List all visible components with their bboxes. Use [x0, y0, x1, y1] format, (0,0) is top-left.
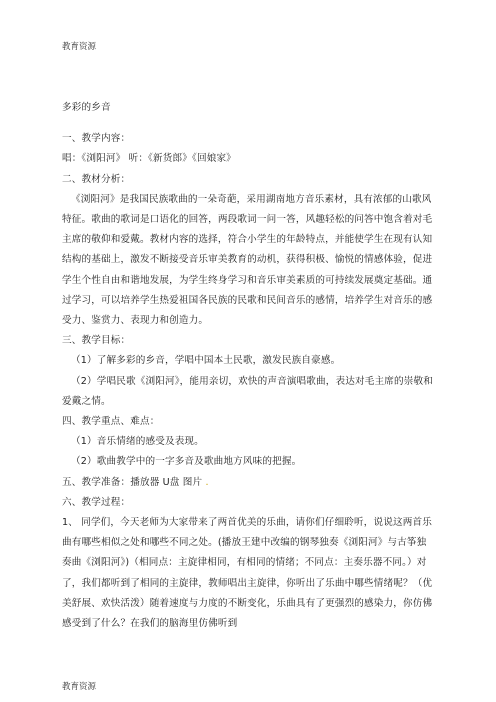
section-heading: [62, 473, 434, 493]
document-body: [62, 98, 434, 634]
section-heading: 四、教学重点、难点：: [62, 416, 160, 428]
page-footer: 教育资源: [62, 682, 97, 692]
list-item: （2）学唱民歌《浏阳河》，能用亲切，欢快的声音演唱歌曲，表达对毛主席的崇敬和爱戴之情。: [62, 375, 433, 407]
list-item: （2）歌曲教学中的一字多音及歌曲地方风味的把握。: [71, 456, 302, 468]
section-text: 唱：《浏阳河》 听：《新货郎》《回娘家》: [62, 153, 236, 165]
section-heading: 一、教学内容：: [62, 133, 131, 145]
section-text: 五、教学准备：播放器 U盘 图片: [62, 476, 203, 488]
list-item: （1）音乐情绪的感受及表现。: [71, 436, 204, 448]
section-heading: 二、教材分析：: [62, 173, 131, 185]
section-heading: 六、教学过程：: [62, 496, 131, 508]
page-header: 教育资源: [62, 42, 97, 52]
document-title: 多彩的乡音: [62, 102, 111, 113]
stray-mark: .: [202, 476, 209, 488]
section-paragraph: 1、 同学们，今天老师为大家带来了两首优美的乐曲，请你们仔细聆听，说说这两首乐曲有哪些相似之处和哪些不同之处。(播放王建中改编的钢琴独奏《浏阳河》与古筝独奏曲《浏阳河》)（相同点：主旋律相同，有相同的情绪；不同点：主奏乐器不同。）对了，我们都听到了相同的主旋律，教师唱出主旋律，你听出了乐曲中哪些情绪呢？（优美舒展、欢快活泼）随着速度与力度的不断变化，乐曲具有了更强烈的感染力，你仿佛感受到了什么？在我们的脑海里仿佛听到: [62, 517, 433, 630]
section-paragraph: 《浏阳河》是我国民族歌曲的一朵奇葩，采用湖南地方音乐素材，具有浓郁的山歌风特征。歌曲的歌词是口语化的回答，两段歌词一问一答，风趣轻松的问答中饱含着对毛主席的敬仰和爱戴。教材内容的选择，符合小学生的年龄特点，并能使学生在现有认知结构的基础上，激发不断接受音乐审美教育的动机，获得积极、愉悦的情感体验，促进学生个性自由和谐地发展，为学生终身学习和音乐审美素质的可持续发展奠定基础。通过学习，可以培养学生热爱祖国各民族的民歌和民间音乐的感情，培养学生对音乐的感受力、鉴赏力、表现力和创造力。: [62, 193, 433, 327]
list-item: （1）了解多彩的乡音，学唱中国本土民歌，激发民族自豪感。: [71, 355, 341, 367]
section-heading: 三、教学目标：: [62, 335, 131, 347]
